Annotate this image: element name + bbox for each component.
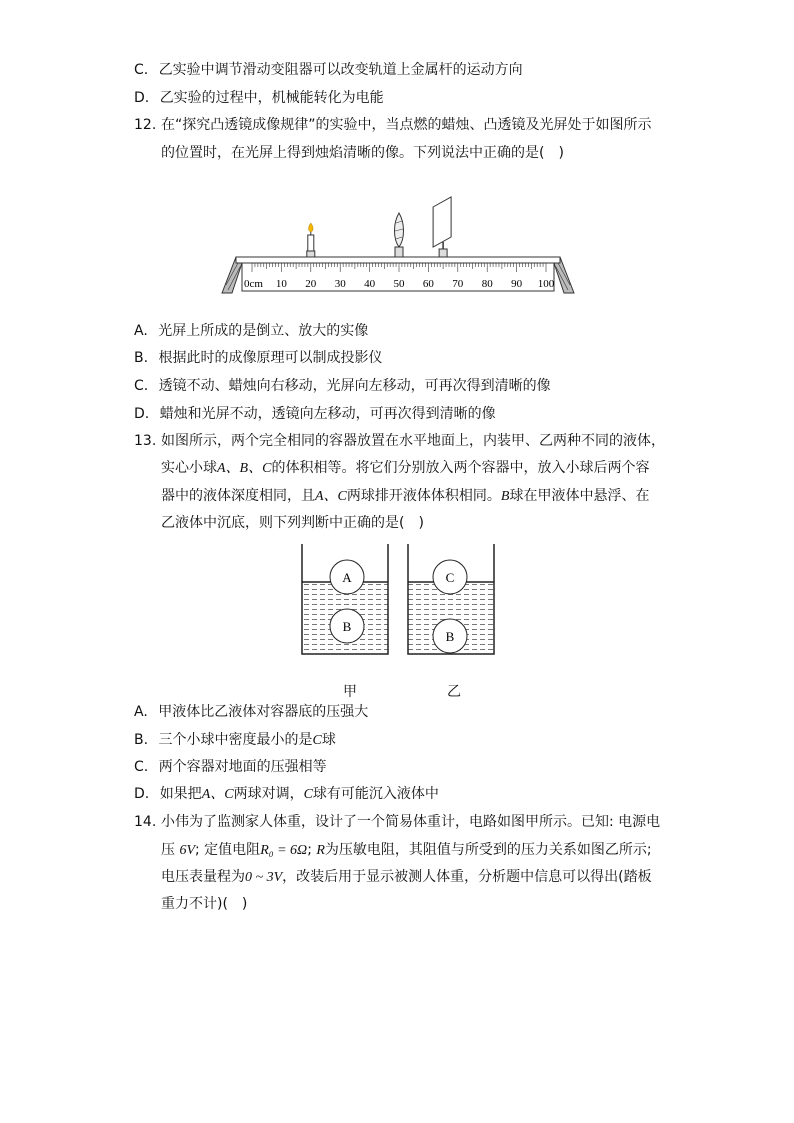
- q14-line1: 小伟为了监测家人体重，设计了一个简易体重计，电路如图甲所示。已知: 电源电: [161, 814, 661, 830]
- option-variable: C: [312, 733, 322, 748]
- stem-variable: A、C: [315, 489, 347, 504]
- container-yi: [408, 544, 494, 654]
- q13-stem-line1: 如图所示，两个完全相同的容器放置在水平地面上，内装甲、乙两种不同的液体，: [161, 433, 665, 449]
- q13-stem-line3: [161, 486, 649, 507]
- q14-line3: [161, 867, 652, 888]
- text: 为压敏电阻，其阻值与所受到的压力关系如图乙所示;: [324, 842, 652, 858]
- option-text: 两个容器对地面的压强相等: [158, 759, 327, 775]
- stem-text: 两球排开液体体积相同。: [346, 488, 501, 504]
- option-text: [159, 732, 336, 748]
- option-letter: C.: [134, 62, 149, 78]
- q12-number: 12.: [134, 117, 157, 133]
- resistor-symbol: R: [316, 843, 325, 858]
- q13-option-c: [134, 757, 327, 777]
- option-text: 蜡烛和光屏不动，透镜向左移动，可再次得到清晰的像: [159, 406, 496, 422]
- ball-c: [433, 560, 467, 594]
- option-text-part: 球有可能沉入液体中: [312, 786, 439, 802]
- option-text: 透镜不动、蜡烛向右移动，光屏向左移动，可再次得到清晰的像: [158, 378, 551, 394]
- option-letter: D.: [134, 786, 150, 802]
- q13-option-a: [134, 702, 368, 722]
- text: ;: [307, 842, 317, 858]
- voltage-value: 6V: [179, 843, 196, 858]
- convex-lens: [395, 213, 404, 257]
- stem-variable: B: [500, 489, 510, 504]
- q14-line2: [161, 840, 652, 861]
- q11-option-c: [134, 60, 523, 80]
- option-text: 光屏上所成的是倒立、放大的实像: [158, 323, 369, 339]
- q13-number: 13.: [134, 433, 157, 449]
- q12-stem-line2: 的位置时，在光屏上得到烛焰清晰的像。下列说法中正确的是( ): [161, 145, 564, 161]
- option-letter: D.: [134, 406, 150, 422]
- bench-rail: [236, 257, 560, 263]
- text: 压: [161, 842, 175, 858]
- ball-b-suspended: [330, 609, 364, 643]
- container-jia: [302, 544, 388, 654]
- voltmeter-range: 0 ~ 3V: [245, 870, 283, 885]
- option-text-part: 两球对调，: [233, 786, 304, 802]
- q14-number: 14.: [134, 814, 157, 830]
- option-variable: A、C: [201, 787, 234, 802]
- svg-text:A: A: [342, 570, 352, 585]
- text: 电压表量程为: [161, 869, 245, 885]
- option-variable: C: [303, 787, 313, 802]
- ruler-tick-label: 40: [364, 278, 376, 290]
- text: ，改装后用于显示被测人体重，分析题中信息可以得出(踏板: [282, 869, 652, 885]
- option-text-part: 如果把: [159, 786, 202, 802]
- q13-stem-line4: 乙液体中沉底，则下列判断中正确的是( ): [161, 515, 424, 531]
- option-text: [160, 786, 439, 802]
- q11-option-d: [134, 88, 384, 108]
- q13-option-b: [134, 730, 336, 751]
- q12-option-d: [134, 404, 496, 424]
- option-letter: B.: [134, 732, 149, 748]
- light-screen: [433, 197, 451, 257]
- option-text: 乙实验的过程中，机械能转化为电能: [159, 90, 384, 106]
- text: ; 定值电阻: [195, 842, 261, 858]
- q12-option-b: [134, 348, 383, 368]
- option-text: 甲液体比乙液体对容器底的压强大: [158, 704, 369, 720]
- ball-b-sunk: [433, 619, 467, 653]
- option-text: 乙实验中调节滑动变阻器可以改变轨道上金属杆的运动方向: [158, 62, 523, 78]
- ruler-tick-label: 20: [305, 278, 317, 290]
- ball-a: [330, 560, 364, 594]
- ruler-tick-label: 60: [422, 278, 434, 290]
- label-yi: 乙: [447, 684, 461, 700]
- label-jia: 甲: [343, 684, 357, 700]
- option-letter: C.: [134, 759, 149, 775]
- ruler-tick-label: 30: [334, 278, 346, 290]
- q12-option-a: [134, 321, 368, 341]
- option-text-part: 三个小球中密度最小的是: [158, 732, 313, 748]
- ruler-tick-label: 70: [452, 278, 464, 290]
- q14-line4: 重力不计)( ): [161, 896, 248, 912]
- stem-text: 球在甲液体中悬浮、在: [509, 488, 650, 504]
- ruler-tick-label: 90: [511, 278, 523, 290]
- ruler-tick-label: 0cm: [244, 278, 263, 290]
- q12-stem-line1: 在“探究凸透镜成像规律”的实验中，当点燃的蜡烛、凸透镜及光屏处于如图所示: [161, 117, 652, 133]
- option-letter: D.: [134, 90, 150, 106]
- stem-text: 器中的液体深度相同，且: [161, 488, 315, 504]
- ruler-tick-label: 80: [481, 278, 493, 290]
- option-letter: B.: [134, 350, 149, 366]
- candle: [307, 223, 315, 257]
- optical-bench-figure: [218, 195, 578, 299]
- option-letter: A.: [134, 323, 148, 339]
- option-text: 根据此时的成像原理可以制成投影仪: [158, 350, 383, 366]
- option-letter: C.: [134, 378, 149, 394]
- q12-option-c: [134, 376, 551, 396]
- ruler-tick-label: 10: [275, 278, 287, 290]
- stem-text: 的体积相等。将它们分别放入两个容器中，放入小球后两个容: [271, 460, 650, 476]
- ruler-tick-label: 100: [537, 278, 555, 290]
- svg-text:C: C: [445, 570, 455, 585]
- q13-option-d: [134, 784, 439, 805]
- option-letter: A.: [134, 704, 148, 720]
- ruler-tick-label: 50: [393, 278, 405, 290]
- svg-text:B: B: [445, 629, 455, 644]
- stem-variable: A、B、C: [217, 461, 272, 476]
- resistance-value: R₀ = 6Ω: [260, 843, 308, 858]
- svg-text:B: B: [342, 619, 352, 634]
- option-text-part: 球: [321, 732, 336, 748]
- containers-figure: [296, 542, 502, 660]
- stem-text: 实心小球: [161, 460, 217, 476]
- q13-stem-line2: [161, 458, 649, 479]
